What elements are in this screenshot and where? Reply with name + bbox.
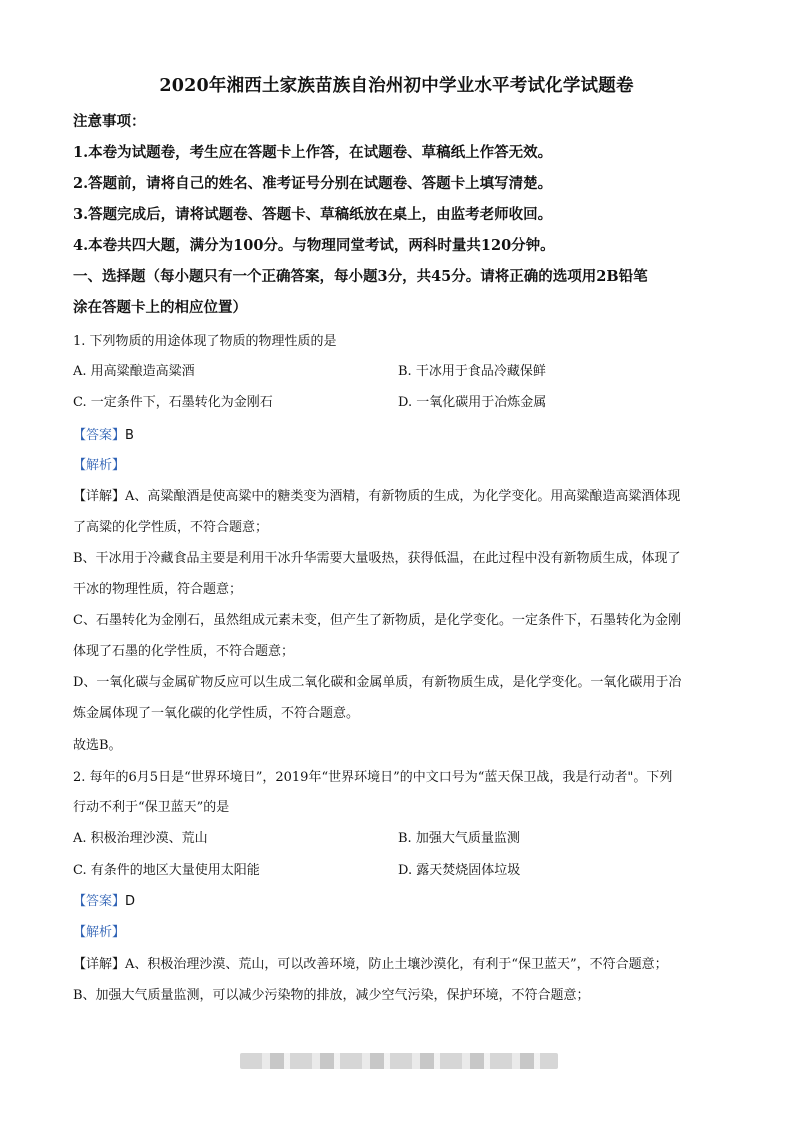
section-heading-line-2: 涂在答题卡上的相应位置） [73, 299, 247, 316]
question-1-answer: B [125, 428, 134, 443]
question-2-answer-line [73, 890, 135, 909]
question-1-detail-line: 了高粱的化学性质，不符合题意； [73, 520, 269, 535]
question-1-option-b: B. 干冰用于食品冷藏保鲜 [398, 364, 546, 379]
question-2-detail-line: B、加强大气质量监测，可以减少污染物的排放，减少空气污染，保护环境，不符合题意； [73, 988, 590, 1003]
question-1-detail-line: 【详解】A、高粱酿酒是使高粱中的糖类变为酒精，有新物质的生成，为化学变化。用高粱酿造高粱酒体现 [73, 489, 681, 504]
question-1-detail-line: 炼金属体现了一氧化碳的化学性质，不符合题意。 [73, 706, 360, 721]
question-1-detail-line: 干冰的物理性质，符合题意； [73, 582, 243, 597]
question-2-stem-line: 行动不利于“保卫蓝天”的是 [73, 800, 230, 815]
question-1-answer-tag: 【答案】 [73, 428, 126, 443]
question-1-detail-line: 体现了石墨的化学性质，不符合题意； [73, 644, 295, 659]
question-2-option-b: B. 加强大气质量监测 [398, 831, 520, 846]
question-1-conclusion: 故选B。 [73, 738, 122, 753]
question-2-answer: D [125, 894, 136, 909]
notice-item-1: 1.本卷为试题卷，考生应在答题卡上作答，在试题卷、草稿纸上作答无效。 [73, 144, 553, 161]
question-2-option-d: D. 露天焚烧固体垃圾 [398, 863, 521, 878]
question-1-option-c: C. 一定条件下，石墨转化为金刚石 [73, 395, 273, 410]
question-2-option-c: C. 有条件的地区大量使用太阳能 [73, 863, 260, 878]
section-heading-line-1: 一、选择题（每小题只有一个正确答案，每小题3分，共45分。请将正确的选项用2B铅笔 [73, 268, 648, 285]
question-2-analysis-tag: 【解析】 [73, 925, 126, 940]
question-1-detail-line: C、石墨转化为金刚石，虽然组成元素未变，但产生了新物质，是化学变化。一定条件下，石墨转化为金刚 [73, 613, 681, 628]
document-title: 2020年湘西土家族苗族自治州初中学业水平考试化学试题卷 [159, 76, 634, 96]
notice-item-3: 3.答题完成后，请将试题卷、答题卡、草稿纸放在桌上，由监考老师收回。 [73, 206, 553, 223]
question-2-answer-tag: 【答案】 [73, 894, 126, 909]
question-1-stem: 1. 下列物质的用途体现了物质的物理性质的是 [73, 334, 337, 349]
question-2-detail-line: 【详解】A、积极治理沙漠、荒山，可以改善环境，防止土壤沙漠化，有利于“保卫蓝天”，不符合题意； [73, 957, 668, 972]
question-2-option-a: A. 积极治理沙漠、荒山 [73, 831, 208, 846]
question-1-detail-line: D、一氧化碳与金属矿物反应可以生成二氧化碳和金属单质，有新物质生成，是化学变化。一氧化碳用于冶 [73, 675, 682, 690]
question-2-stem-line: 2. 每年的6月5日是“世界环境日”，2019年“世界环境日”的中文口号为“蓝天保卫战，我是行动者"。下列 [73, 770, 673, 785]
question-1-answer-line [73, 424, 134, 443]
notice-heading: 注意事项： [73, 113, 146, 130]
notice-item-2: 2.答题前，请将自己的姓名、准考证号分别在试题卷、答题卡上填写清楚。 [73, 175, 553, 192]
question-1-option-d: D. 一氧化碳用于冶炼金属 [398, 395, 547, 410]
notice-item-4: 4.本卷共四大题，满分为100分。与物理同堂考试，两科时量共120分钟。 [73, 237, 555, 254]
blurred-watermark [240, 1053, 558, 1069]
question-1-option-a: A. 用高粱酿造高粱酒 [73, 364, 195, 379]
question-1-analysis-tag: 【解析】 [73, 458, 126, 473]
question-1-detail-line: B、干冰用于冷藏食品主要是利用干冰升华需要大量吸热，获得低温，在此过程中没有新物质生成，体现了 [73, 551, 681, 566]
